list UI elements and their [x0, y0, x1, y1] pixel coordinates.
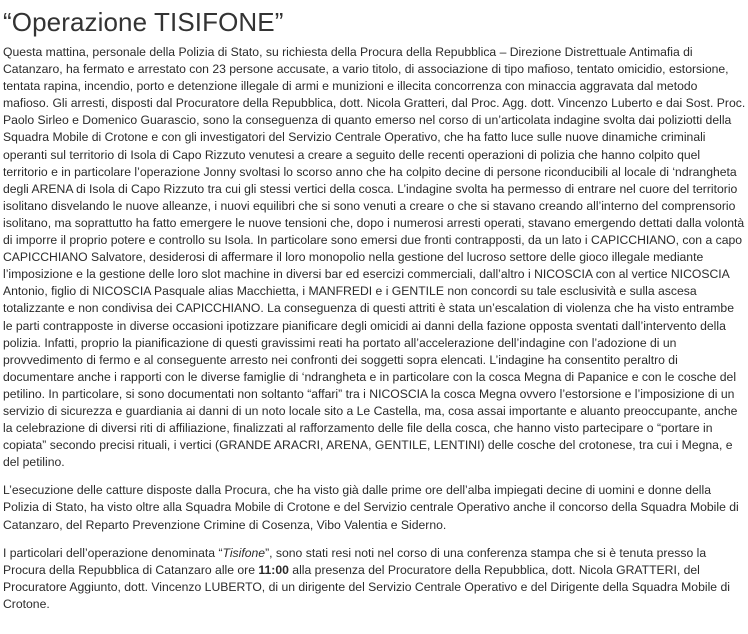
paragraph-3-text-1: I particolari dell’operazione denominata “ — [3, 545, 223, 560]
article-paragraph-1: Questa mattina, personale della Polizia di Stato, su richiesta della Procura della Repubblica – Direzione Distrettuale Antimafia di Catanzaro, ha fermato e arrestato con 23 persone accusate, a vario titolo, di associazione di tipo mafioso, tentato omicidio, estorsione, tentata rapina, incendio, porto e detenzione illegale di armi e munizioni e illecita concorrenza con minaccia aggravata dal metodo mafioso. Gli arresti, disposti dal Procuratore della Repubblica, dott. Nicola Gratteri, dal Proc. Agg. dott. Vincenzo Luberto e dai Sost. Proc. Paolo Sirleo e Domenico Guarascio, sono la conseguenza di quanto emerso nel corso di un’articolata indagine svolta dai poliziotti della Squadra Mobile di Crotone e con gli investigatori del Servizio Centrale Operativo, che ha fatto luce sulle nuove dinamiche criminali operanti sul territorio di Isola di Capo Rizzuto venutesi a creare a seguito delle recenti operazioni di polizia che hanno colpito quel territorio e in particolare l’operazione Jonny svoltasi lo scorso anno che ha colpito decine di persone riconducibili al locale di ‘ndrangheta degli ARENA di Isola di Capo Rizzuto tra cui gli stessi vertici della cosca. L’indagine svolta ha permesso di entrare nel cuore del territorio isolitano disvelando le nuove alleanze, i nuovi equilibri che si sono venuti a creare o che si stavano creando all’interno del comprensorio isolitano, ma soprattutto ha fatto emergere le nuove tensioni che, dopo i numerosi arresti operati, stavano emergendo dettati dalla volontà di imporre il proprio potere e controllo su Isola. In particolare sono emersi due fronti contrapposti, da un lato i CAPICCHIANO, con a capo CAPICCHIANO Salvatore, desiderosi di affermare il loro monopolio nella gestione del lucroso settore delle gioco illegale mediante l’imposizione e la gestione delle loro slot machine in diversi bar ed esercizi commerciali, dall’altro i NICOSCIA con al vertice NICOSCIA Antonio, figlio di NICOSCIA Pasquale alias Macchietta, i MANFREDI e i GENTILE non concordi su tale esclusività e sulla ascesa totalizzante e non condivisa dei CAPICCHIANO. La conseguenza di questi attriti è stata un’escalation di violenza che ha visto entrambe le parti contrapposte in diverse occasioni ipotizzare pianificare degli omicidi ai danni della fazione opposta sventati dall’intervento della polizia. Infatti, proprio la pianificazione di questi gravissimi reati ha portato all’accelerazione dell’indagine con l’adozione di un provvedimento di fermo e al conseguente arresto nei confronti dei soggetti sopra elencati. L’indagine ha consentito peraltro di documentare anche i rapporti con le diverse famiglie di ‘ndrangheta e in particolare con la cosca Megna di Papanice e con le cosche del petilino. In particolare, si sono documentati non soltanto “affari” tra i NICOSCIA la cosca Megna ovvero l’estorsione e l’imposizione di un servizio di sicurezza e guardiania ai danni di un noto locale sito a Le Castella, ma, cosa assai importante e aluanto preoccupante, anche la celebrazione di diversi riti di affiliazione, finalizzati al rafforzamento delle file della cosca, che hanno visto partecipare o “portare in copiata” secondo precisi rituali, i vertici (GRANDE ARACRI, ARENA, GENTILE, LENTINI) delle cosche del crotonese, tra cui i Megna, e del petilino. — [3, 45, 746, 470]
article-paragraph-2: L’esecuzione delle catture disposte dalla Procura, che ha visto già dalle prime ore dell’alba impiegati decine di uomini e donne della Polizia di Stato, ha visto oltre alla Squadra Mobile di Crotone e del Servizio centrale Operativo anche il concorso della Squadra Mobile di Catanzaro, del Reparto Prevenzione Crimine di Cosenza, Vibo Valentia e Siderno. — [3, 483, 739, 532]
article-paragraph-3 — [3, 545, 746, 613]
press-conference-time: 11:00 — [258, 562, 289, 577]
paragraph-3-text-3: alla presenza del Procuratore della Repubblica, dott. Nicola GRATTERI, del Procuratore Aggiunto, dott. Vincenzo LUBERTO, di un dirigente del Servizio Centrale Operativo e del Dirigente della Squadra Mobile di Crotone. — [3, 562, 730, 611]
operation-name: Tisifone — [222, 545, 266, 560]
article-title: “Operazione TISIFONE” — [3, 7, 284, 37]
paragraph-3-text-2: ”, sono stati resi noti nel corso di una conferenza stampa che si è tenuta presso la Procura della Repubblica di Catanzaro alle ore — [3, 545, 707, 577]
